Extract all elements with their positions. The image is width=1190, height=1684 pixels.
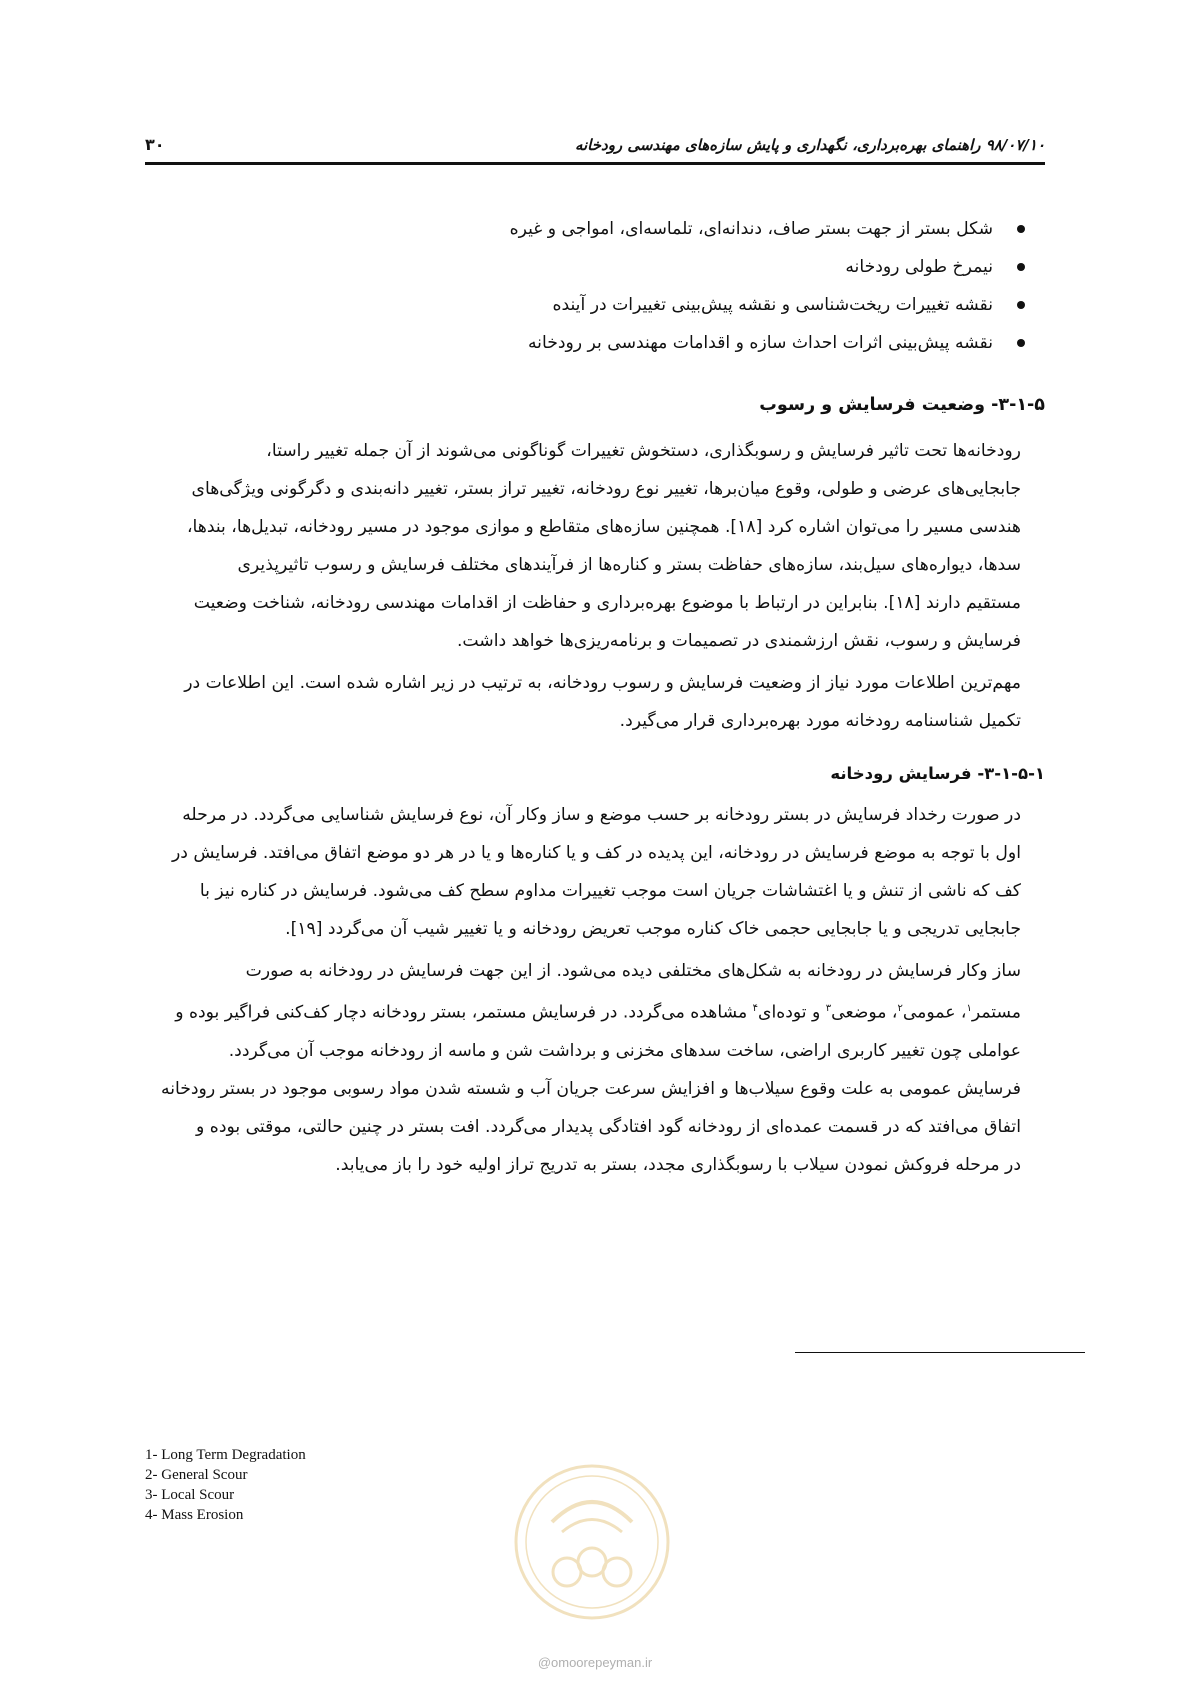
paragraph: ساز وکار فرسایش در رودخانه به شکل‌های مختلفی دیده می‌شود. از این جهت فرسایش در رودخانه به صورت مستمر$^۱$، عمومی$^۲$، موضعی$^۳$ و توده‌ای$^۴$ مشاهده می‌گردد. در فرسایش مستمر، بستر رودخانه دچار کف‌کنی فراگیر بوده و عواملی چون تغییر کاربری اراضی، ساخت سدهای مخزنی و برداشت شن و ماسه از رودخانه موجب آن می‌گردد. فرسایش عمومی به علت وقوع سیلاب‌ها و افزایش سرعت جریان آب و شسته شدن مواد رسوبی موجود در بستر رودخانه اتفاق می‌افتد که در قسمت عمده‌ای از رودخانه گود افتادگی پدیدار می‌گردد. افت بستر در چنین حالتی، موقتی بوده و در مرحله فروکش نمودن سیلاب با رسوبگذاری مجدد، بستر به تدریج تراز اولیه خود را باز می‌یابد. (145, 952, 1045, 1184)
footnote-divider (795, 1352, 1085, 1353)
paragraph: در صورت رخداد فرسایش در بستر رودخانه بر حسب موضع و ساز وکار آن، نوع فرسایش شناسایی می‌گردد. در مرحله اول با توجه به موضع فرسایش در رودخانه، این پدیده در کف و یا کناره‌ها و یا در هر دو موضع اتفاق می‌افتد. فرسایش در کف که ناشی از تنش و یا اغتشاشات جریان است موجب تغییرات مداوم سطح کف می‌شود. فرسایش در کناره نیز با جابجایی تدریجی و یا جابجایی حجمی خاک کناره موجب تعریض رودخانه و یا تغییر شیب آن می‌گردد [۱۹]. (171, 805, 1021, 939)
running-title: ۹۸/۰۷/۱۰ راهنمای بهره‌برداری، نگهداری و پایش سازه‌های مهندسی رودخانه (574, 136, 1045, 154)
list-item: شکل بستر از جهت بستر صاف، دندانه‌ای، تلماسه‌ای، امواجی و غیره (145, 210, 1045, 248)
list-item: نیمرخ طولی رودخانه (145, 248, 1045, 286)
footnotes (145, 1445, 306, 1525)
footnote: 4- Mass Erosion (145, 1507, 244, 1523)
list-item: نقشه پیش‌بینی اثرات احداث سازه و اقدامات مهندسی بر رودخانه (145, 324, 1045, 362)
footnote-ref: ۳ (825, 1003, 832, 1014)
watermark-logo-icon (512, 1462, 672, 1622)
list-item: نقشه تغییرات ریخت‌شناسی و نقشه پیش‌بینی تغییرات در آینده (145, 286, 1045, 324)
paragraph: مهم‌ترین اطلاعات مورد نیاز از وضعیت فرسایش و رسوب رودخانه، به ترتیب در زیر اشاره شده است. این اطلاعات در تکمیل شناسنامه رودخانه مورد بهره‌برداری قرار می‌گیرد. (184, 673, 1021, 731)
footnote: 3- Local Scour (145, 1487, 235, 1503)
watermark-url: @omoorepeyman.ir (537, 1655, 653, 1670)
footnote-ref: ۲ (897, 1003, 903, 1014)
footnote-ref: ۴ (752, 1003, 758, 1014)
footnote-ref: ۱ (966, 1003, 972, 1014)
line-with-footnote-refs: مستمر$^۱$، عمومی$^۲$، موضعی$^۳$ و توده‌ای$^۴$ مشاهده می‌گردد. در فرسایش مستمر، بستر رودخانه دچار کف‌کنی فراگیر بوده و (175, 1002, 1021, 1023)
bullet-icon (1017, 225, 1025, 233)
footnote: 2- General Scour (145, 1467, 248, 1483)
page-content (145, 210, 1045, 1188)
paragraph: رودخانه‌ها تحت تاثیر فرسایش و رسوبگذاری، دستخوش تغییرات گوناگونی می‌شوند از آن جمله تغییر راستا، جابجایی‌های عرضی و طولی، وقوع میان‌برها، تغییر نوع رودخانه، تغییر تراز بستر، تغییر دانه‌بندی و دگرگونی ویژگی‌های هندسی مسیر را می‌توان اشاره کرد [۱۸]. همچنین سازه‌های متقاطع و موازی موجود در مسیر رودخانه، تبدیل‌ها، بندها، سدها، دیواره‌های سیل‌بند، سازه‌های حفاظت بستر و کناره‌ها از فرآیندهای مختلف فرسایش و رسوب تاثیرپذیری مستقیم دارند [۱۸]. بنابراین در ارتباط با موضوع بهره‌برداری و حفاظت از اقدامات مهندسی رودخانه، شناخت وضعیت فرسایش و رسوب، نقش ارزشمندی در تصمیمات و برنامه‌ریزی‌ها خواهد داشت. (186, 441, 1021, 651)
page-number: ۳۰ (145, 135, 165, 154)
footnote: 1- Long Term Degradation (145, 1447, 306, 1463)
page-header (145, 128, 1045, 165)
section-heading: ۳-۱-۵- وضعیت فرسایش و رسوب (759, 395, 1045, 415)
subsection-heading: ۳-۱-۵-۱- فرسایش رودخانه (830, 764, 1045, 783)
bullet-list (145, 210, 1045, 362)
bullet-icon (1017, 263, 1025, 271)
bullet-icon (1017, 339, 1025, 347)
bullet-icon (1017, 301, 1025, 309)
